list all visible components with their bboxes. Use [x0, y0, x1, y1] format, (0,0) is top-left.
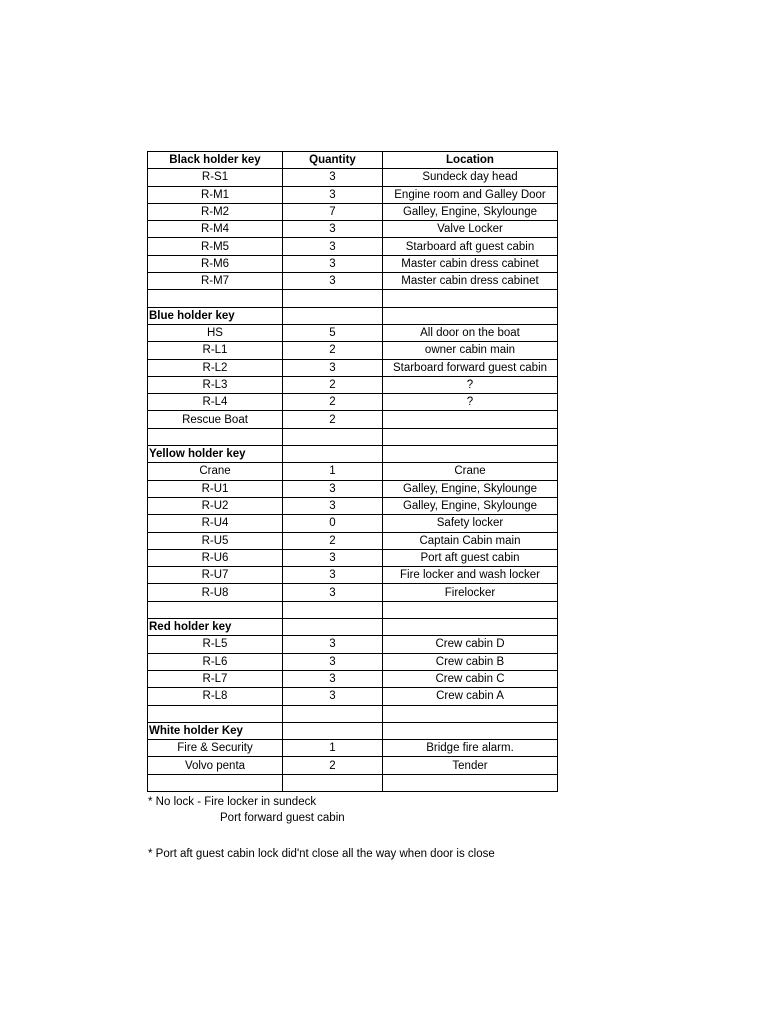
- section-label: Yellow holder key: [148, 446, 283, 463]
- location-cell: Engine room and Galley Door: [383, 186, 558, 203]
- key-cell: R-M4: [148, 221, 283, 238]
- location-cell: Galley, Engine, Skylounge: [383, 497, 558, 514]
- location-cell: Master cabin dress cabinet: [383, 273, 558, 290]
- header-key: Black holder key: [148, 152, 283, 169]
- key-cell: R-U4: [148, 515, 283, 532]
- quantity-cell: 3: [283, 221, 383, 238]
- key-cell: R-L6: [148, 653, 283, 670]
- key-cell: R-L1: [148, 342, 283, 359]
- location-cell: Galley, Engine, Skylounge: [383, 480, 558, 497]
- quantity-cell: 3: [283, 169, 383, 186]
- location-cell: Crew cabin D: [383, 636, 558, 653]
- header-quantity: Quantity: [283, 152, 383, 169]
- note-port-aft-lock: * Port aft guest cabin lock did'nt close all the way when door is close: [148, 848, 495, 860]
- table-row: [148, 757, 558, 774]
- key-cell: R-M1: [148, 186, 283, 203]
- empty-cell: [383, 290, 558, 307]
- empty-cell: [383, 307, 558, 324]
- table-row: [148, 359, 558, 376]
- empty-cell: [283, 307, 383, 324]
- empty-cell: [383, 428, 558, 445]
- spacer-row: [148, 774, 558, 791]
- empty-cell: [148, 428, 283, 445]
- key-cell: R-M7: [148, 273, 283, 290]
- section-header-row: [148, 722, 558, 739]
- key-cell: Crane: [148, 463, 283, 480]
- quantity-cell: 3: [283, 653, 383, 670]
- table-row: [148, 186, 558, 203]
- quantity-cell: 3: [283, 670, 383, 687]
- quantity-cell: 7: [283, 203, 383, 220]
- key-cell: R-U7: [148, 567, 283, 584]
- location-cell: Starboard aft guest cabin: [383, 238, 558, 255]
- table-row: [148, 497, 558, 514]
- table-row: [148, 480, 558, 497]
- quantity-cell: 3: [283, 186, 383, 203]
- quantity-cell: 3: [283, 567, 383, 584]
- empty-cell: [383, 619, 558, 636]
- empty-cell: [383, 705, 558, 722]
- key-cell: R-U1: [148, 480, 283, 497]
- location-cell: Crane: [383, 463, 558, 480]
- table-row: [148, 255, 558, 272]
- location-cell: Safety locker: [383, 515, 558, 532]
- key-cell: Rescue Boat: [148, 411, 283, 428]
- empty-cell: [148, 705, 283, 722]
- table-row: [148, 515, 558, 532]
- location-cell: Captain Cabin main: [383, 532, 558, 549]
- quantity-cell: 3: [283, 273, 383, 290]
- table-row: [148, 376, 558, 393]
- key-cell: R-L3: [148, 376, 283, 393]
- quantity-cell: 2: [283, 411, 383, 428]
- quantity-cell: 2: [283, 342, 383, 359]
- quantity-cell: 3: [283, 584, 383, 601]
- key-cell: R-L4: [148, 394, 283, 411]
- key-cell: R-M6: [148, 255, 283, 272]
- location-cell: Bridge fire alarm.: [383, 740, 558, 757]
- empty-cell: [148, 601, 283, 618]
- table-row: [148, 653, 558, 670]
- spacer-row: [148, 705, 558, 722]
- key-cell: Volvo penta: [148, 757, 283, 774]
- empty-cell: [383, 601, 558, 618]
- table-row: [148, 532, 558, 549]
- key-cell: R-L5: [148, 636, 283, 653]
- quantity-cell: 3: [283, 688, 383, 705]
- location-cell: Fire locker and wash locker: [383, 567, 558, 584]
- empty-cell: [383, 446, 558, 463]
- section-header-row: [148, 446, 558, 463]
- quantity-cell: 3: [283, 238, 383, 255]
- section-label: Blue holder key: [148, 307, 283, 324]
- location-cell: All door on the boat: [383, 324, 558, 341]
- table-row: [148, 567, 558, 584]
- location-cell: Sundeck day head: [383, 169, 558, 186]
- quantity-cell: 3: [283, 255, 383, 272]
- key-cell: R-U8: [148, 584, 283, 601]
- empty-cell: [283, 774, 383, 791]
- table-row: [148, 394, 558, 411]
- empty-cell: [283, 619, 383, 636]
- table-row: [148, 688, 558, 705]
- quantity-cell: 3: [283, 480, 383, 497]
- table-row: [148, 740, 558, 757]
- key-cell: R-L2: [148, 359, 283, 376]
- key-cell: R-L8: [148, 688, 283, 705]
- key-cell: R-U6: [148, 549, 283, 566]
- empty-cell: [283, 705, 383, 722]
- table-row: [148, 238, 558, 255]
- key-cell: R-U2: [148, 497, 283, 514]
- header-location: Location: [383, 152, 558, 169]
- spacer-row: [148, 290, 558, 307]
- quantity-cell: 2: [283, 394, 383, 411]
- empty-cell: [148, 290, 283, 307]
- location-cell: Galley, Engine, Skylounge: [383, 203, 558, 220]
- location-cell: Crew cabin B: [383, 653, 558, 670]
- location-cell: Tender: [383, 757, 558, 774]
- empty-cell: [283, 446, 383, 463]
- note-fire-locker: * No lock - Fire locker in sundeck: [148, 796, 317, 808]
- table-header-row: [148, 152, 558, 169]
- key-cell: R-U5: [148, 532, 283, 549]
- table-row: [148, 411, 558, 428]
- location-cell: Crew cabin C: [383, 670, 558, 687]
- table-row: [148, 549, 558, 566]
- location-cell: Valve Locker: [383, 221, 558, 238]
- table-row: [148, 203, 558, 220]
- location-cell: Crew cabin A: [383, 688, 558, 705]
- key-cell: R-M2: [148, 203, 283, 220]
- table-row: [148, 273, 558, 290]
- table-row: [148, 342, 558, 359]
- empty-cell: [283, 428, 383, 445]
- quantity-cell: 1: [283, 740, 383, 757]
- quantity-cell: 3: [283, 497, 383, 514]
- empty-cell: [148, 774, 283, 791]
- location-cell: ?: [383, 376, 558, 393]
- spacer-row: [148, 428, 558, 445]
- table-row: [148, 584, 558, 601]
- table-row: [148, 463, 558, 480]
- spacer-row: [148, 601, 558, 618]
- section-label: Red holder key: [148, 619, 283, 636]
- empty-cell: [283, 722, 383, 739]
- quantity-cell: 2: [283, 532, 383, 549]
- table-row: [148, 636, 558, 653]
- key-cell: HS: [148, 324, 283, 341]
- location-cell: Port aft guest cabin: [383, 549, 558, 566]
- table-row: [148, 221, 558, 238]
- location-cell: Master cabin dress cabinet: [383, 255, 558, 272]
- key-cell: R-S1: [148, 169, 283, 186]
- location-cell: [383, 411, 558, 428]
- key-cell: Fire & Security: [148, 740, 283, 757]
- empty-cell: [383, 774, 558, 791]
- quantity-cell: 2: [283, 376, 383, 393]
- section-label: White holder Key: [148, 722, 283, 739]
- note-fire-locker-continued: Port forward guest cabin: [220, 812, 345, 824]
- table-row: [148, 324, 558, 341]
- location-cell: owner cabin main: [383, 342, 558, 359]
- empty-cell: [283, 290, 383, 307]
- quantity-cell: 3: [283, 549, 383, 566]
- location-cell: Starboard forward guest cabin: [383, 359, 558, 376]
- quantity-cell: 3: [283, 359, 383, 376]
- key-cell: R-L7: [148, 670, 283, 687]
- quantity-cell: 2: [283, 757, 383, 774]
- section-header-row: [148, 307, 558, 324]
- quantity-cell: 3: [283, 636, 383, 653]
- section-header-row: [148, 619, 558, 636]
- location-cell: Firelocker: [383, 584, 558, 601]
- quantity-cell: 1: [283, 463, 383, 480]
- table-row: [148, 670, 558, 687]
- location-cell: ?: [383, 394, 558, 411]
- quantity-cell: 5: [283, 324, 383, 341]
- key-holder-table: [147, 151, 558, 792]
- key-cell: R-M5: [148, 238, 283, 255]
- table-row: [148, 169, 558, 186]
- empty-cell: [383, 722, 558, 739]
- quantity-cell: 0: [283, 515, 383, 532]
- empty-cell: [283, 601, 383, 618]
